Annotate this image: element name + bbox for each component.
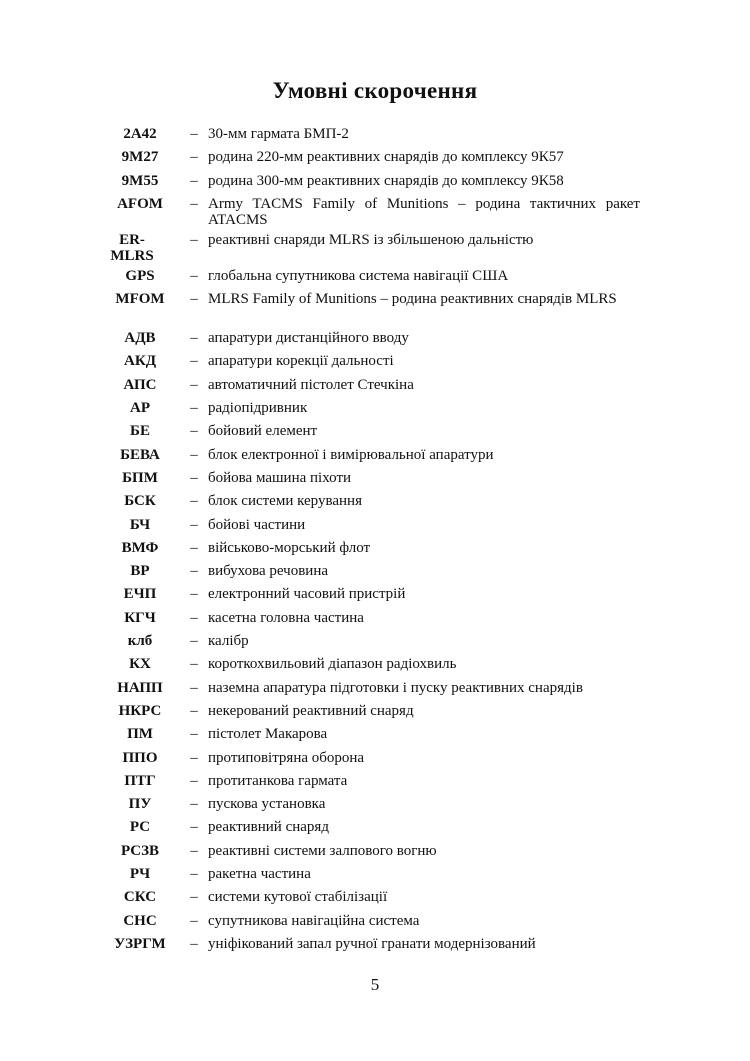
dash-separator: – (190, 563, 198, 580)
list-item (100, 866, 640, 889)
abbreviation: ПТГ (124, 772, 156, 789)
definition: протитанкова гармата (208, 772, 348, 789)
definition: пускова установка (208, 796, 326, 813)
list-item (100, 750, 640, 773)
list-item (100, 563, 640, 586)
dash-separator: – (190, 423, 198, 440)
dash-separator: – (190, 935, 198, 952)
list-item (100, 493, 640, 516)
dash-separator: – (190, 126, 198, 142)
list-item (100, 843, 640, 866)
abbreviation: ПМ (127, 726, 153, 743)
definition: ракетна частина (208, 866, 311, 883)
definition: автоматичний пістолет Стечкіна (208, 376, 414, 393)
list-item (100, 353, 640, 376)
definition: касетна головна частина (208, 609, 364, 626)
abbreviation: ВМФ (121, 539, 159, 556)
dash-separator: – (190, 172, 198, 189)
abbreviation: РЧ (129, 866, 151, 883)
list-item (100, 470, 640, 493)
list-item (100, 330, 640, 353)
definition: уніфікований запал ручної гранати модернізований (208, 935, 536, 952)
dash-separator: – (190, 400, 198, 417)
dash-separator: – (190, 267, 198, 284)
definition: радіопідривник (208, 400, 308, 417)
list-item (100, 773, 640, 796)
dash-separator: – (190, 149, 198, 166)
abbreviation: УЗРГМ (114, 935, 166, 952)
dash-separator: – (190, 330, 198, 347)
list-item (100, 656, 640, 679)
dash-separator: – (190, 493, 198, 510)
list-item (100, 517, 640, 540)
definition: калібр (208, 633, 249, 650)
abbreviation: ПУ (128, 796, 152, 813)
dash-separator: – (190, 195, 198, 212)
list-item (100, 400, 640, 423)
dash-separator: – (190, 772, 198, 789)
abbreviation: AFOM (117, 195, 163, 212)
abbreviation: GPS (125, 267, 155, 284)
definition: некерований реактивний снаряд (208, 702, 414, 719)
abbreviation: РСЗВ (120, 842, 160, 859)
definition: пістолет Макарова (208, 726, 328, 743)
dash-separator: – (190, 679, 198, 696)
list-item (100, 291, 640, 330)
list-item (100, 377, 640, 400)
dash-separator: – (190, 609, 198, 626)
definition: вибухова речовина (208, 563, 329, 580)
definition: Army TACMS Family of Munitions – родина тактичних ракет ATACMS (208, 195, 640, 228)
list-item (100, 610, 640, 633)
dash-separator: – (190, 469, 198, 486)
abbreviation: ЕЧП (123, 586, 157, 603)
list-item (100, 423, 640, 446)
dash-separator: – (190, 656, 198, 673)
list-item (100, 726, 640, 749)
list-item (100, 633, 640, 656)
dash-separator: – (190, 702, 198, 719)
definition: реактивний снаряд (208, 819, 329, 836)
definition: наземна апаратура підготовки і пуску реактивних снарядів (208, 679, 583, 696)
definition: блок системи керування (208, 493, 362, 510)
list-item (100, 586, 640, 609)
abbreviation: ER-MLRS (110, 231, 154, 264)
abbreviation: НКРС (118, 702, 162, 719)
abbreviation: БЕВА (120, 446, 160, 463)
definition: бойові частини (208, 516, 306, 533)
abbreviation: КХ (129, 656, 151, 673)
dash-separator: – (190, 889, 198, 906)
list-item (100, 819, 640, 842)
list-item (100, 149, 640, 172)
definition: електронний часовий пристрій (208, 586, 406, 603)
dash-separator: – (190, 842, 198, 859)
abbreviation: АР (130, 400, 150, 417)
definition: 30-мм гармата БМП-2 (208, 126, 349, 142)
definition: військово-морський флот (208, 539, 371, 556)
dash-separator: – (190, 586, 198, 603)
list-item (100, 447, 640, 470)
definition: системи кутової стабілізації (208, 889, 388, 906)
list-item (100, 196, 640, 232)
dash-separator: – (190, 749, 198, 766)
abbreviation: клб (127, 633, 153, 650)
abbreviation: БЧ (129, 516, 151, 533)
dash-separator: – (190, 866, 198, 883)
dash-separator: – (190, 353, 198, 370)
abbreviation: 9М27 (121, 149, 159, 166)
dash-separator: – (190, 912, 198, 929)
list-item (100, 703, 640, 726)
dash-separator: – (190, 446, 198, 463)
list-item (100, 232, 640, 268)
list-item (100, 936, 640, 959)
abbreviation: АДВ (124, 330, 156, 347)
definition: супутникова навігаційна система (208, 912, 420, 929)
definition: апаратури корекції дальності (208, 353, 394, 370)
dash-separator: – (190, 231, 198, 248)
list-item (100, 889, 640, 912)
abbreviation: КГЧ (124, 609, 156, 626)
abbreviation: ППО (122, 749, 158, 766)
definition: бойова машина піхоти (208, 469, 352, 486)
page-number: 5 (370, 975, 380, 994)
definition: бойовий елемент (208, 423, 318, 440)
definition: блок електронної і вимірювальної апаратури (208, 446, 494, 463)
dash-separator: – (190, 516, 198, 533)
definition: родина 220-мм реактивних снарядів до комплексу 9К57 (208, 149, 564, 166)
definition: протиповітряна оборона (208, 749, 365, 766)
abbreviation: ВР (130, 563, 150, 580)
abbreviation: БПМ (122, 469, 158, 486)
definition: апаратури дистанційного вводу (208, 330, 409, 347)
abbreviation: БСК (124, 493, 156, 510)
list-item (100, 680, 640, 703)
page-title: Умовні скорочення (272, 78, 478, 103)
dash-separator: – (190, 539, 198, 556)
abbreviation: СНС (123, 912, 157, 929)
dash-separator: – (190, 633, 198, 650)
abbreviation: СКС (123, 889, 157, 906)
dash-separator: – (190, 819, 198, 836)
abbreviation: БЕ (130, 423, 150, 440)
abbreviation: 9М55 (121, 172, 159, 189)
abbreviation: НАПП (117, 679, 163, 696)
abbreviation: 2А42 (123, 126, 157, 142)
list-item (100, 173, 640, 196)
abbreviation: АКД (123, 353, 157, 370)
dash-separator: – (190, 376, 198, 393)
definition: MLRS Family of Munitions – родина реактивних снарядів MLRS (208, 291, 617, 308)
definition: родина 300-мм реактивних снарядів до комплексу 9К58 (208, 172, 564, 189)
definition: глобальна супутникова система навігації США (208, 267, 509, 284)
dash-separator: – (190, 726, 198, 743)
definition: короткохвильовий діапазон радіохвиль (208, 656, 457, 673)
dash-separator: – (190, 796, 198, 813)
dash-separator: – (190, 291, 198, 308)
abbreviation: РС (129, 819, 151, 836)
abbreviation: MFOM (115, 291, 165, 308)
list-item (100, 540, 640, 563)
definition: реактивні системи залпового вогню (208, 842, 437, 859)
list-item (100, 126, 640, 149)
definition: реактивні снаряди MLRS із збільшеною дальністю (208, 231, 534, 248)
list-item (100, 268, 640, 291)
list-item (100, 913, 640, 936)
abbreviations-list (100, 126, 640, 959)
list-item (100, 796, 640, 819)
abbreviation: АПС (123, 376, 157, 393)
